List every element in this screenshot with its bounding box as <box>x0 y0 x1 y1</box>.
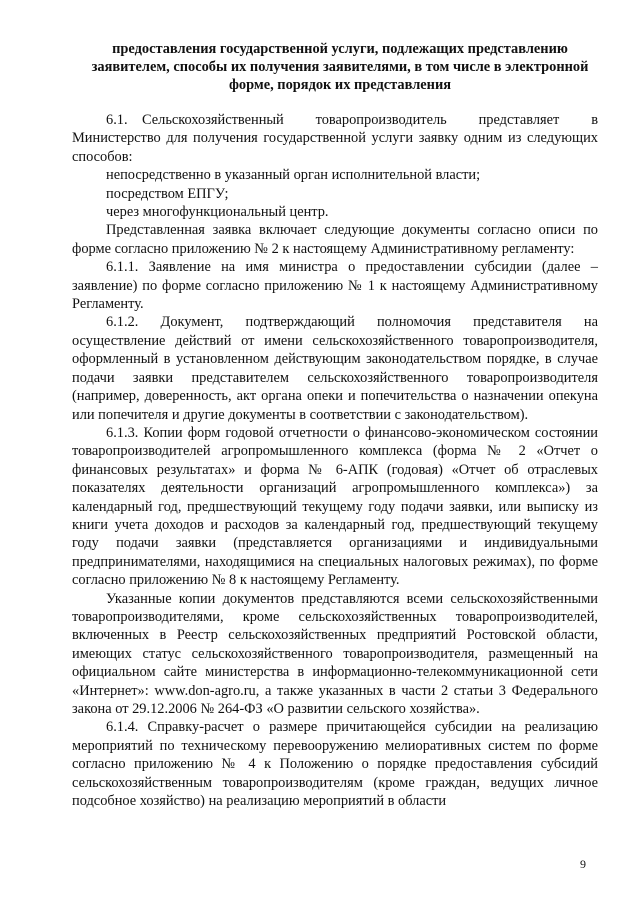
list-item-epgu: посредством ЕПГУ; <box>106 185 229 202</box>
paragraph-documents: Представленная заявка включает следующие документы согласно описи по форме согласно приложению № 2 к настоящему Административному регламенту: <box>72 222 598 257</box>
document-body <box>72 111 598 810</box>
paragraph-copies: Указанные копии документов представляются всеми сельскохозяйственными товаропроизводителями, кроме сельскохозяйственных товаропроизводителей, включенных в Реестр сельскохозяйственных предприятий Ростовской области, имеющих статус сельскохозяйственного товаропроизводителя, размещенный на официальном сайте министерства в информационно-телекоммуникационной сети «Интернет»: www.don-agro.ru, а также указанных в части 2 статьи 3 Федерального закона от 29.12.2006 № 264-ФЗ «О развитии сельского хозяйства». <box>72 590 598 717</box>
paragraph-6-1-2: 6.1.2. Документ, подтверждающий полномочия представителя на осуществление действий от имени сельскохозяйственного товаропроизводителя, оформленный в установленном действующим законодательством порядке, в случае подачи заявки представителем сельскохозяйственного товаропроизводителя (например, доверенность, акт органа опеки и попечительства о назначении опекуна или попечителя и другие документы в соответствии с законодательством). <box>72 314 598 423</box>
heading-line: предоставления государственной услуги, подлежащих представлению <box>112 41 568 57</box>
paragraph-6-1: 6.1. Сельскохозяйственный товаропроизводитель представляет в Министерство для получения государственной услуги заявку одним из следующих способов: <box>72 112 598 165</box>
heading-line: заявителем, способы их получения заявителями, в том числе в электронной <box>91 59 589 75</box>
section-heading <box>78 40 602 94</box>
page-number: 9 <box>580 857 586 871</box>
heading-line: форме, порядок их представления <box>228 77 452 93</box>
paragraph-6-1-3: 6.1.3. Копии форм годовой отчетности о финансово-экономическом состоянии товаропроизводителей агропромышленного комплекса (форма № 2 «Отчет о финансовых результатах» и форма № 6-АПК (годовая) «Отчет об отраслевых показателях деятельности организаций агропромышленного комплекса») за календарный год, предшествующий текущему году подачи заявки, или выписку из книги учета доходов и расходов за календарный год, предшествующий текущему году подачи заявки (представляется организациями и индивидуальными предпринимателями, находящимися на специальных налоговых режимах), по форме согласно приложению № 8 к настоящему Регламенту. <box>72 424 598 589</box>
list-item-direct: непосредственно в указанный орган исполнительной власти; <box>106 167 481 184</box>
list-item-mfc: через многофункциональный центр. <box>106 204 329 221</box>
paragraph-6-1-4: 6.1.4. Справку-расчет о размере причитающейся субсидии на реализацию мероприятий по техническому перевооружению мелиоративных систем по форме согласно приложению № 4 к Положению о порядке предоставления субсидий сельскохозяйственным товаропроизводителям (кроме граждан, ведущих личное подсобное хозяйство) на реализацию мероприятий в области <box>72 719 598 810</box>
paragraph-6-1-1: 6.1.1. Заявление на имя министра о предоставлении субсидии (далее – заявление) по форме согласно приложению № 1 к настоящему Административному Регламенту. <box>72 259 598 313</box>
